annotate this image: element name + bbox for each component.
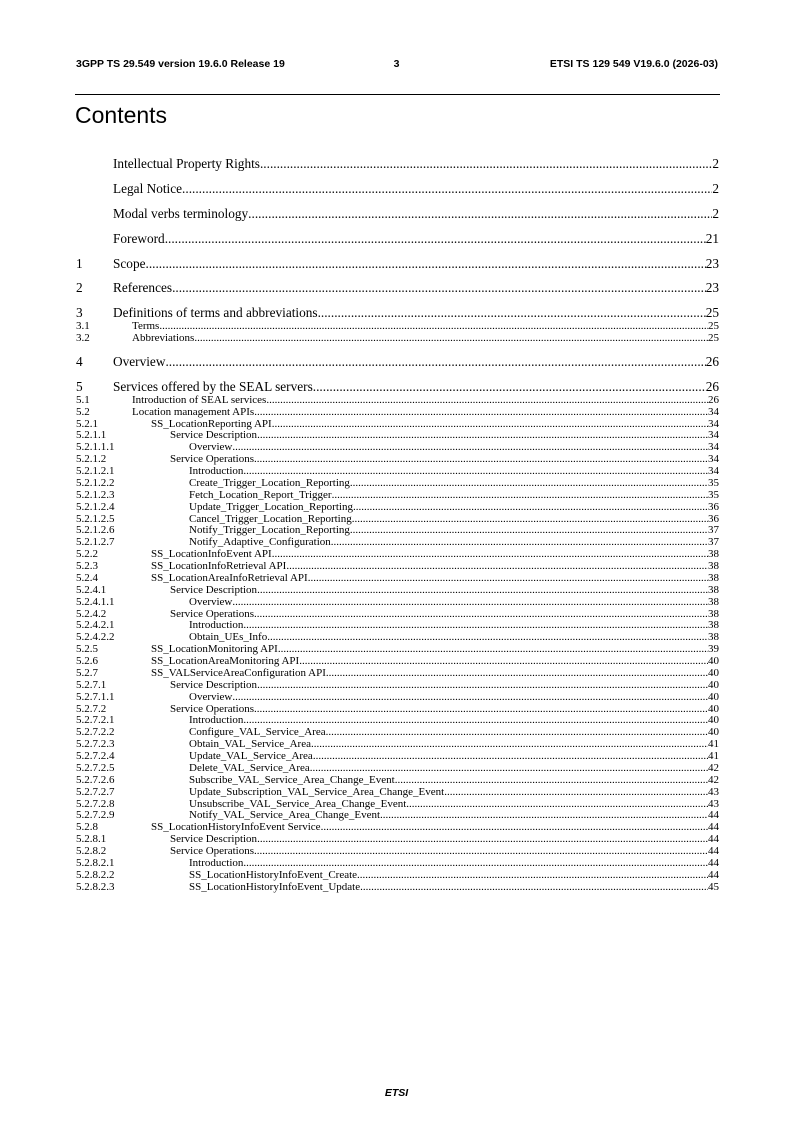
toc-entry-page: 38 — [708, 583, 719, 596]
toc-dot-leader — [232, 442, 708, 454]
toc-entry-page: 37 — [708, 524, 719, 537]
toc-entry-page: 38 — [708, 595, 719, 608]
toc-entry-title: Service Operations — [170, 607, 254, 620]
toc-entry[interactable] — [76, 478, 719, 490]
toc-dot-leader — [444, 787, 708, 799]
toc-entry[interactable] — [76, 333, 719, 345]
toc-entry[interactable] — [76, 247, 719, 272]
toc-entry-title: SS_VALServiceAreaConfiguration API — [151, 666, 326, 679]
toc-entry-number: 5.2.7.2.9 — [76, 809, 115, 822]
page-title: Contents — [75, 102, 168, 128]
toc-entry-page: 38 — [708, 619, 719, 632]
toc-entry-title: SS_LocationReporting API — [151, 417, 272, 430]
toc-entry-page: 34 — [708, 453, 719, 466]
toc-entry-title: Introduction — [189, 856, 244, 869]
toc-entry-number: 5.2.1.2.2 — [76, 476, 115, 489]
toc-dot-leader — [326, 668, 708, 680]
toc-entry-title: SS_LocationHistoryInfoEvent_Create — [189, 868, 358, 881]
toc-entry-title: Service Operations — [170, 702, 254, 715]
toc-dot-leader — [353, 502, 708, 514]
toc-entry-title: Service Description — [170, 429, 258, 442]
toc-entry[interactable] — [76, 502, 719, 514]
header-rule — [75, 94, 720, 95]
toc-entry-number: 5.2.8.2.2 — [76, 868, 115, 881]
toc-dot-leader — [313, 378, 706, 395]
toc-entry-page: 34 — [708, 417, 719, 430]
toc-entry-title: Introduction — [189, 465, 244, 478]
toc-dot-leader — [254, 704, 708, 716]
toc-entry[interactable] — [76, 704, 719, 716]
toc-entry-page: 36 — [708, 512, 719, 525]
toc-dot-leader — [357, 870, 708, 882]
toc-entry-page: 42 — [708, 773, 719, 786]
toc-entry[interactable] — [76, 846, 719, 858]
toc-entry-number: 5.2.1.2.5 — [76, 512, 115, 525]
toc-entry-title: Service Description — [170, 678, 258, 691]
toc-entry-number: 5.2.4.1.1 — [76, 595, 115, 608]
toc-entry-number: 5.2.1.2.6 — [76, 524, 115, 537]
toc-dot-leader — [254, 407, 708, 419]
toc-entry-title: References — [113, 280, 173, 296]
toc-entry-title: Scope — [113, 255, 146, 271]
toc-entry-title: Foreword — [113, 230, 165, 246]
toc-entry-number: 5.2.3 — [76, 560, 98, 573]
toc-entry[interactable] — [76, 668, 719, 680]
toc-entry-title: Introduction — [189, 619, 244, 632]
toc-dot-leader — [267, 632, 708, 644]
toc-dot-leader — [232, 597, 708, 609]
toc-entry-title: Notify_Trigger_Location_Reporting — [189, 524, 350, 537]
toc-entry-number: 5.2.1.2 — [76, 453, 107, 466]
toc-dot-leader — [352, 514, 708, 526]
toc-entry-title: Overview — [189, 595, 233, 608]
toc-entry-title: SS_LocationAreaInfoRetrieval API — [151, 571, 308, 584]
toc-entry-page: 40 — [708, 655, 719, 668]
toc-entry-page: 25 — [708, 320, 719, 333]
toc-entry-number: 5.2.7 — [76, 666, 98, 679]
toc-entry-number: 5.2.4.2.1 — [76, 619, 115, 632]
toc-entry[interactable] — [76, 296, 719, 321]
toc-entry-title: Overview — [189, 441, 233, 454]
toc-entry-number: 3.1 — [76, 320, 90, 333]
table-of-contents — [76, 147, 719, 894]
toc-entry-number: 5 — [76, 378, 83, 394]
toc-entry-number: 5.2.1.2.3 — [76, 488, 115, 501]
toc-entry-title: Update_Trigger_Location_Reporting — [189, 500, 353, 513]
toc-entry[interactable] — [76, 609, 719, 621]
toc-entry[interactable] — [76, 466, 719, 478]
toc-entry-number: 5.2.8.2.1 — [76, 856, 115, 869]
toc-dot-leader — [350, 525, 708, 537]
toc-dot-leader — [254, 846, 708, 858]
toc-entry-page: 39 — [708, 643, 719, 656]
toc-entry-page: 37 — [708, 536, 719, 549]
toc-entry[interactable] — [76, 514, 719, 526]
toc-entry-number: 5.2.7.2 — [76, 702, 107, 715]
toc-entry[interactable] — [76, 370, 719, 395]
toc-entry-page: 34 — [708, 429, 719, 442]
toc-entry-number: 1 — [76, 255, 83, 271]
toc-entry-number: 5.2.7.1 — [76, 678, 107, 691]
toc-dot-leader — [318, 304, 706, 321]
toc-entry-page: 40 — [708, 714, 719, 727]
toc-entry-number: 5.2.7.2.5 — [76, 761, 115, 774]
toc-entry-title: Obtain_VAL_Service_Area — [189, 738, 311, 751]
toc-entry-number: 5.2.2 — [76, 548, 98, 561]
toc-entry-title: Subscribe_VAL_Service_Area_Change_Event — [189, 773, 395, 786]
toc-entry-title: Legal Notice — [113, 180, 183, 196]
toc-entry-title: Notify_Adaptive_Configuration — [189, 536, 331, 549]
toc-entry[interactable] — [76, 197, 719, 222]
toc-entry-title: Overview — [189, 690, 233, 703]
toc-entry[interactable] — [76, 585, 719, 597]
toc-dot-leader — [278, 644, 708, 656]
toc-dot-leader — [350, 478, 708, 490]
toc-dot-leader — [266, 395, 708, 407]
toc-entry-page: 38 — [708, 631, 719, 644]
toc-entry-number: 5.2.1 — [76, 417, 98, 430]
toc-entry[interactable] — [76, 525, 719, 537]
toc-dot-leader — [194, 333, 708, 345]
toc-entry-title: SS_LocationAreaMonitoring API — [151, 655, 300, 668]
header-page-number: 3 — [393, 58, 400, 70]
toc-entry[interactable] — [76, 395, 719, 407]
toc-dot-leader — [360, 882, 708, 894]
toc-entry[interactable] — [76, 715, 719, 727]
toc-dot-leader — [257, 680, 708, 692]
toc-entry-number: 5.2.8.2 — [76, 845, 107, 858]
toc-entry-title: Abbreviations — [132, 332, 195, 345]
toc-entry-title: Definitions of terms and abbreviations — [113, 305, 318, 321]
toc-dot-leader — [286, 561, 708, 573]
toc-entry[interactable] — [76, 172, 719, 197]
toc-dot-leader — [159, 321, 708, 333]
toc-dot-leader — [257, 834, 708, 846]
toc-entry-title: Fetch_Location_Report_Trigger — [189, 488, 332, 501]
toc-entry-number: 5.2.7.2.4 — [76, 750, 115, 763]
toc-entry-number: 5.2.4 — [76, 571, 98, 584]
toc-entry[interactable] — [76, 739, 719, 751]
toc-entry-page: 41 — [708, 750, 719, 763]
toc-entry-page: 34 — [708, 465, 719, 478]
toc-entry-page: 2 — [712, 205, 719, 221]
toc-entry-number: 5.2.7.2.7 — [76, 785, 115, 798]
header-spec-version: 3GPP TS 29.549 version 19.6.0 Release 19 — [76, 58, 285, 70]
toc-dot-leader — [260, 155, 712, 172]
toc-entry-page: 35 — [708, 476, 719, 489]
toc-dot-leader — [165, 230, 706, 247]
toc-entry-number: 2 — [76, 280, 83, 296]
toc-entry-page: 41 — [708, 738, 719, 751]
toc-entry-page: 43 — [708, 785, 719, 798]
toc-entry-number: 5.2.4.1 — [76, 583, 107, 596]
toc-entry-number: 5.2.5 — [76, 643, 98, 656]
toc-entry-number: 5.2.7.2.1 — [76, 714, 115, 727]
toc-entry[interactable] — [76, 692, 719, 704]
toc-entry-page: 25 — [708, 332, 719, 345]
toc-entry-page: 40 — [708, 726, 719, 739]
toc-dot-leader — [310, 763, 708, 775]
toc-entry-page: 44 — [708, 809, 719, 822]
toc-dot-leader — [272, 419, 708, 431]
toc-dot-leader — [172, 279, 706, 296]
toc-entry-page: 2 — [712, 180, 719, 196]
toc-dot-leader — [146, 255, 706, 272]
toc-entry[interactable] — [76, 345, 719, 370]
toc-entry-title: Service Operations — [170, 845, 254, 858]
toc-dot-leader — [232, 692, 708, 704]
toc-entry[interactable] — [76, 490, 719, 502]
toc-entry-number: 5.2.7.1.1 — [76, 690, 115, 703]
toc-entry-page: 38 — [708, 548, 719, 561]
toc-entry-number: 5.2.8.1 — [76, 833, 107, 846]
toc-entry-title: Terms — [132, 320, 160, 333]
toc-dot-leader — [395, 775, 708, 787]
toc-entry-page: 44 — [708, 845, 719, 858]
toc-entry-title: Modal verbs terminology — [113, 205, 249, 221]
toc-entry[interactable] — [76, 454, 719, 466]
toc-dot-leader — [299, 656, 708, 668]
toc-entry[interactable] — [76, 870, 719, 882]
toc-entry[interactable] — [76, 430, 719, 442]
toc-entry-page: 35 — [708, 488, 719, 501]
toc-entry-title: Service Description — [170, 833, 258, 846]
toc-entry[interactable] — [76, 763, 719, 775]
toc-entry-page: 42 — [708, 761, 719, 774]
toc-entry[interactable] — [76, 680, 719, 692]
toc-entry-page: 21 — [705, 230, 719, 246]
footer-etsi: ETSI — [384, 1087, 409, 1099]
toc-entry-number: 4 — [76, 353, 83, 369]
toc-entry-title: Create_Trigger_Location_Reporting — [189, 476, 350, 489]
toc-entry[interactable] — [76, 858, 719, 870]
toc-dot-leader — [272, 549, 708, 561]
toc-entry-page: 23 — [705, 280, 719, 296]
toc-entry-number: 5.2.7.2.8 — [76, 797, 115, 810]
toc-entry-page: 40 — [708, 678, 719, 691]
toc-entry-title: Introduction — [189, 714, 244, 727]
toc-entry-title: Service Operations — [170, 453, 254, 466]
toc-entry-title: SS_LocationHistoryInfoEvent_Update — [189, 880, 361, 893]
toc-entry-title: Update_VAL_Service_Area — [189, 750, 313, 763]
toc-entry-title: SS_LocationHistoryInfoEvent Service — [151, 821, 321, 834]
toc-entry-number: 5.2.1.1 — [76, 429, 107, 442]
toc-entry-page: 38 — [708, 560, 719, 573]
toc-entry-page: 34 — [708, 405, 719, 418]
toc-entry-title: Delete_VAL_Service_Area — [189, 761, 310, 774]
toc-entry[interactable] — [76, 407, 719, 419]
toc-dot-leader — [331, 537, 708, 549]
toc-dot-leader — [406, 799, 708, 811]
toc-entry[interactable] — [76, 147, 719, 172]
toc-entry-number: 5.2.7.2.6 — [76, 773, 115, 786]
toc-entry[interactable] — [76, 271, 719, 296]
toc-entry-number: 5.2.7.2.3 — [76, 738, 115, 751]
toc-entry-number: 5.2.6 — [76, 655, 98, 668]
toc-entry-page: 2 — [712, 156, 719, 171]
toc-entry-title: SS_LocationInfoRetrieval API — [151, 560, 287, 573]
toc-dot-leader — [308, 573, 708, 585]
toc-entry-title: Location management APIs — [132, 405, 255, 418]
toc-entry-title: Services offered by the SEAL servers — [113, 378, 313, 394]
toc-dot-leader — [257, 585, 708, 597]
toc-entry-title: Configure_VAL_Service_Area — [189, 726, 326, 739]
toc-entry-number: 5.2.8.2.3 — [76, 880, 115, 893]
toc-entry-number: 3 — [76, 305, 83, 321]
toc-entry-page: 45 — [708, 880, 719, 893]
toc-entry-page: 44 — [708, 821, 719, 834]
toc-entry-page: 44 — [708, 868, 719, 881]
toc-entry-page: 25 — [705, 305, 719, 321]
toc-dot-leader — [165, 353, 705, 370]
toc-entry-title: Unsubscribe_VAL_Service_Area_Change_Event — [189, 797, 407, 810]
toc-dot-leader — [326, 727, 708, 739]
toc-entry-title: Cancel_Trigger_Location_Reporting — [189, 512, 352, 525]
toc-dot-leader — [332, 490, 708, 502]
toc-entry-number: 5.2.7.2.2 — [76, 726, 115, 739]
toc-entry-number: 3.2 — [76, 332, 90, 345]
toc-entry-page: 34 — [708, 441, 719, 454]
toc-entry[interactable] — [76, 727, 719, 739]
toc-dot-leader — [254, 609, 708, 621]
toc-entry-page: 44 — [708, 833, 719, 846]
toc-dot-leader — [311, 739, 708, 751]
toc-entry-page: 26 — [708, 393, 719, 406]
toc-entry-number: 5.2.1.1.1 — [76, 441, 115, 454]
toc-entry-title: SS_LocationMonitoring API — [151, 643, 278, 656]
toc-entry-number: 5.2.4.2.2 — [76, 631, 115, 644]
toc-entry-page: 40 — [708, 690, 719, 703]
toc-entry-number: 5.2.1.2.7 — [76, 536, 115, 549]
toc-dot-leader — [321, 822, 708, 834]
toc-entry-title: Overview — [113, 353, 166, 369]
toc-entry-page: 26 — [705, 378, 719, 394]
toc-entry[interactable] — [76, 882, 719, 894]
toc-entry-title: Intellectual Property Rights — [113, 156, 260, 171]
toc-dot-leader — [243, 858, 708, 870]
toc-dot-leader — [182, 180, 712, 197]
toc-entry[interactable] — [76, 787, 719, 799]
toc-dot-leader — [313, 751, 708, 763]
toc-entry-page: 43 — [708, 797, 719, 810]
toc-entry-title: SS_LocationInfoEvent API — [151, 548, 272, 561]
toc-entry-title: Obtain_UEs_Info — [189, 631, 268, 644]
toc-entry[interactable] — [76, 222, 719, 247]
toc-entry[interactable] — [76, 799, 719, 811]
toc-entry[interactable] — [76, 573, 719, 585]
toc-entry-number: 5.1 — [76, 393, 90, 406]
toc-entry-page: 38 — [708, 571, 719, 584]
toc-entry-page: 44 — [708, 856, 719, 869]
toc-dot-leader — [248, 205, 712, 222]
toc-entry-number: 5.2 — [76, 405, 90, 418]
toc-entry[interactable] — [76, 620, 719, 632]
toc-dot-leader — [254, 454, 708, 466]
toc-dot-leader — [243, 620, 708, 632]
toc-entry-page: 23 — [705, 255, 719, 271]
toc-entry-title: Update_Subscription_VAL_Service_Area_Change_Event — [189, 785, 445, 798]
toc-entry-number: 5.2.1.2.4 — [76, 500, 115, 513]
toc-entry[interactable] — [76, 751, 719, 763]
toc-entry-page: 40 — [708, 666, 719, 679]
toc-entry-number: 5.2.1.2.1 — [76, 465, 115, 478]
toc-dot-leader — [257, 430, 708, 442]
toc-entry-number: 5.2.4.2 — [76, 607, 107, 620]
toc-entry-page: 38 — [708, 607, 719, 620]
toc-entry-title: Service Description — [170, 583, 258, 596]
toc-entry[interactable] — [76, 597, 719, 609]
header-etsi-reference: ETSI TS 129 549 V19.6.0 (2026-03) — [549, 58, 718, 70]
toc-entry-title: Notify_VAL_Service_Area_Change_Event — [189, 809, 381, 822]
toc-entry-page: 40 — [708, 702, 719, 715]
toc-entry-page: 36 — [708, 500, 719, 513]
toc-entry-page: 26 — [705, 353, 719, 369]
toc-entry-title: Introduction of SEAL services — [132, 393, 267, 406]
toc-dot-leader — [380, 810, 708, 822]
toc-entry[interactable] — [76, 775, 719, 787]
toc-entry-number: 5.2.8 — [76, 821, 98, 834]
